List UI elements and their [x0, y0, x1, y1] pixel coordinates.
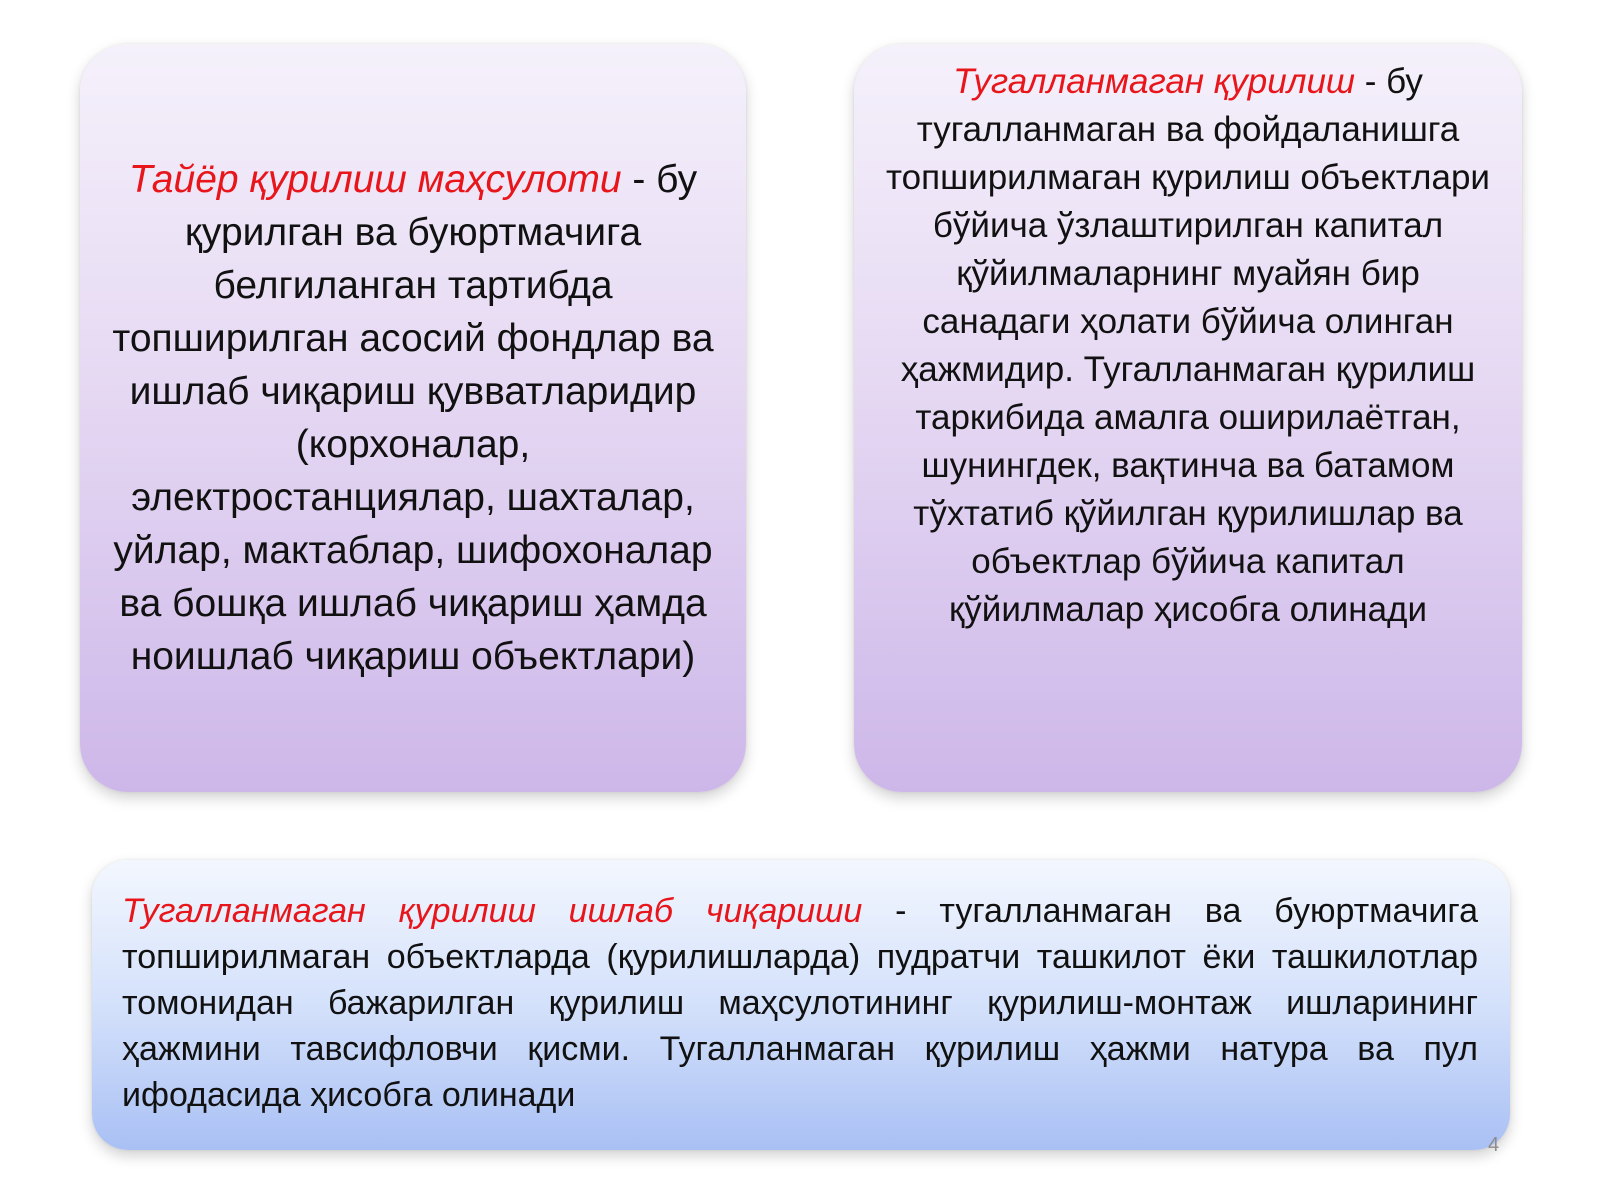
definition-card-unfinished-production: [92, 860, 1510, 1150]
definition-body: - бу тугалланмаган ва фойдаланишга топширилмаган қурилиш объектлари бўйича ўзлаштирилган капитал қўйилмаларнинг муайян бир санадаги ҳолати бўйича олинган ҳажмидир. Тугалланмаган қурилиш таркибида амалга оширилаётган, шунингдек, вақтинча ва батамом тўхтатиб қўйилган қурилишлар ва объектлар бўйича капитал қўйилмалар ҳисобга олинади: [886, 62, 1490, 629]
definition-term: Тугалланмаган қурилиш: [953, 62, 1355, 101]
definition-text: [110, 153, 716, 683]
definition-body: - бу қурилган ва буюртмачига белгиланган тартибда топширилган асосий фондлар ва ишлаб чиқариш қувватларидир (корхоналар, электростанциялар, шахталар, уйлар, мактаблар, шифохоналар ва бошқа ишлаб чиқариш ҳамда ноишлаб чиқариш объектлари): [112, 158, 714, 678]
definition-body: - тугалланмаган ва буюртмачига топширилмаган объектларда (қурилишларда) пудратчи ташкилот ёки ташкилотлар томонидан бажарилган қурилиш маҳсулотининг қурилиш-монтаж ишларининг ҳажмини тавсифловчи қисми. Тугалланмаган қурилиш ҳажми натура ва пул ифодасида ҳисобга олинади: [122, 892, 1478, 1114]
definition-text: [122, 888, 1478, 1118]
definition-term: Тугалланмаган қурилиш ишлаб чиқариши: [122, 892, 863, 930]
definition-text: [878, 58, 1498, 634]
definition-term: Тайёр қурилиш маҳсулоти: [128, 158, 622, 201]
definition-card-unfinished-construction: [854, 44, 1522, 792]
slide-page-number: 4: [1488, 1134, 1500, 1156]
definition-card-finished-product: [80, 44, 746, 792]
